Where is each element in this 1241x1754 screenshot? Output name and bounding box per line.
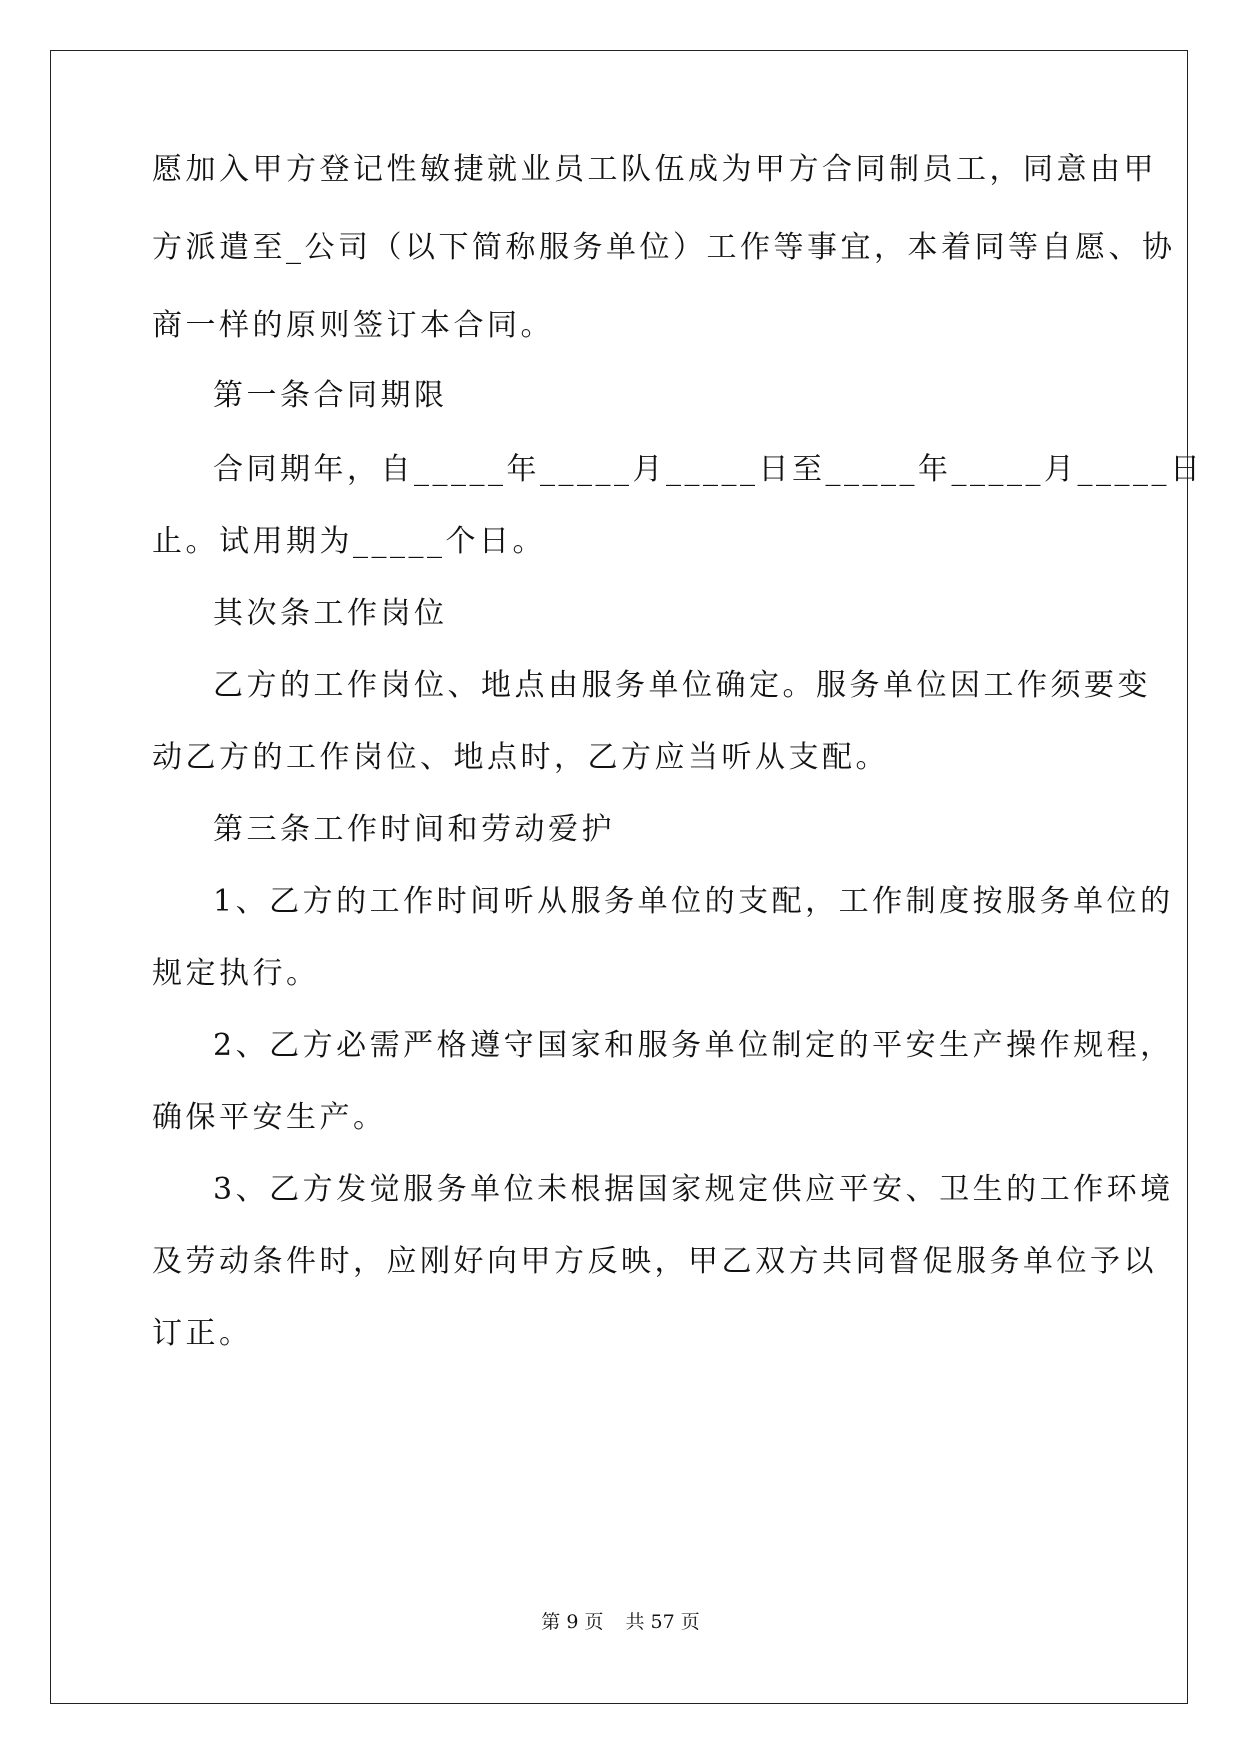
- paragraph-line: 1、乙方的工作时间听从服务单位的支配，工作制度按服务单位的: [213, 884, 1174, 919]
- paragraph-line: 动乙方的工作岗位、地点时，乙方应当听从支配。: [152, 740, 889, 775]
- page-footer: [0, 1607, 1241, 1634]
- paragraph-line: 商一样的原则签订本合同。: [152, 308, 554, 343]
- section-heading: 第一条合同期限: [213, 378, 448, 413]
- paragraph-line: 规定执行。: [152, 956, 320, 991]
- paragraph-line: 止。试用期为_____个日。: [152, 524, 546, 559]
- page-number: 第 9 页: [541, 1611, 604, 1633]
- paragraph-line: 3、乙方发觉服务单位未根据国家规定供应平安、卫生的工作环境: [213, 1172, 1174, 1207]
- paragraph-line: 及劳动条件时，应刚好向甲方反映，甲乙双方共同督促服务单位予以: [152, 1244, 1157, 1279]
- paragraph-line: 2、乙方必需严格遵守国家和服务单位制定的平安生产操作规程，: [213, 1028, 1174, 1063]
- section-heading: 第三条工作时间和劳动爱护: [213, 812, 615, 847]
- paragraph-line: 订正。: [152, 1316, 253, 1351]
- paragraph-line: 乙方的工作岗位、地点由服务单位确定。服务单位因工作须要变: [213, 668, 1151, 703]
- paragraph-line: 愿加入甲方登记性敏捷就业员工队伍成为甲方合同制员工，同意由甲: [152, 152, 1157, 187]
- page-total: 共 57 页: [625, 1611, 700, 1633]
- paragraph-line: 确保平安生产。: [152, 1100, 387, 1135]
- paragraph-line: 方派遣至_公司（以下简称服务单位）工作等事宜，本着同等自愿、协: [152, 230, 1176, 265]
- page-border: [50, 50, 1188, 1704]
- section-heading: 其次条工作岗位: [213, 596, 448, 631]
- paragraph-line: 合同期年，自_____年_____月_____日至_____年_____月_____日: [213, 452, 1204, 487]
